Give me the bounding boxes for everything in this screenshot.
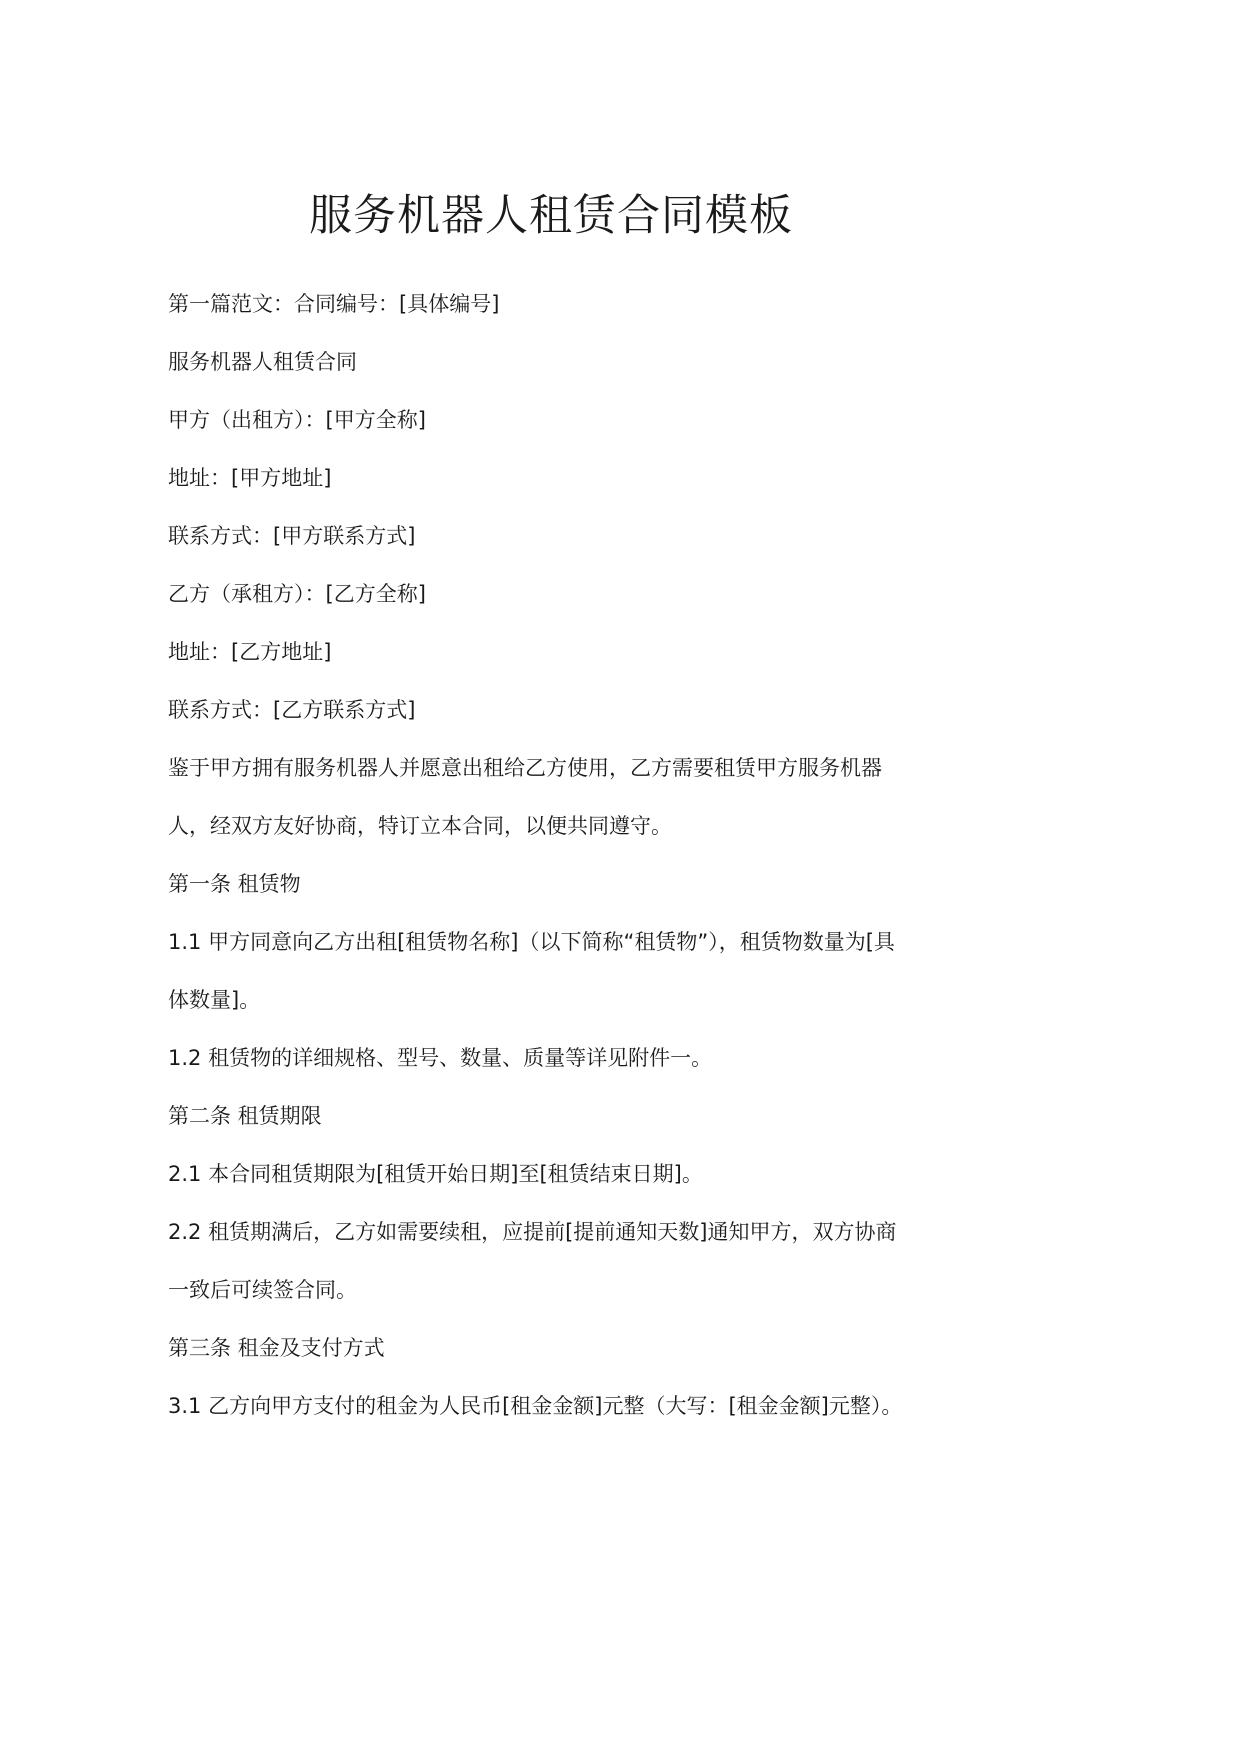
party-b-address-line: 地址：[乙方地址]: [168, 640, 332, 664]
clause-2-2-line-1: 2.2 租赁期满后，乙方如需要续租，应提前[提前通知天数]通知甲方，双方协商: [168, 1220, 897, 1244]
document-body: [168, 275, 948, 1435]
party-a-address-line: 地址：[甲方地址]: [168, 466, 332, 490]
article-1-heading: 第一条 租赁物: [168, 872, 301, 896]
document-title: 服务机器人租赁合同模板: [309, 191, 793, 241]
party-b-contact-line: 联系方式：[乙方联系方式]: [168, 698, 416, 722]
party-b-name-line: 乙方（承租方）：[乙方全称]: [168, 582, 426, 606]
contract-number-line: 第一篇范文：合同编号：[具体编号]: [168, 292, 500, 316]
party-a-contact-line: 联系方式：[甲方联系方式]: [168, 524, 416, 548]
clause-1-1-line-2: 体数量]。: [168, 988, 261, 1012]
preamble-line-1: 鉴于甲方拥有服务机器人并愿意出租给乙方使用，乙方需要租赁甲方服务机器: [168, 756, 882, 780]
article-3-heading: 第三条 租金及支付方式: [168, 1336, 385, 1360]
preamble-line-2: 人，经双方友好协商，特订立本合同，以便共同遵守。: [168, 814, 672, 838]
clause-2-1: 2.1 本合同租赁期限为[租赁开始日期]至[租赁结束日期]。: [168, 1162, 703, 1186]
contract-name-line: 服务机器人租赁合同: [168, 350, 357, 374]
clause-2-2-line-2: 一致后可续签合同。: [168, 1278, 357, 1302]
article-2-heading: 第二条 租赁期限: [168, 1104, 322, 1128]
clause-1-2: 1.2 租赁物的详细规格、型号、数量、质量等详见附件一。: [168, 1046, 713, 1070]
party-a-name-line: 甲方（出租方）：[甲方全称]: [168, 408, 426, 432]
clause-1-1-line-1: 1.1 甲方同意向乙方出租[租赁物名称]（以下简称“租赁物”），租赁物数量为[具: [168, 930, 895, 954]
clause-3-1: 3.1 乙方向甲方支付的租金为人民币[租金金额]元整（大写：[租金金额]元整）。: [168, 1394, 903, 1418]
